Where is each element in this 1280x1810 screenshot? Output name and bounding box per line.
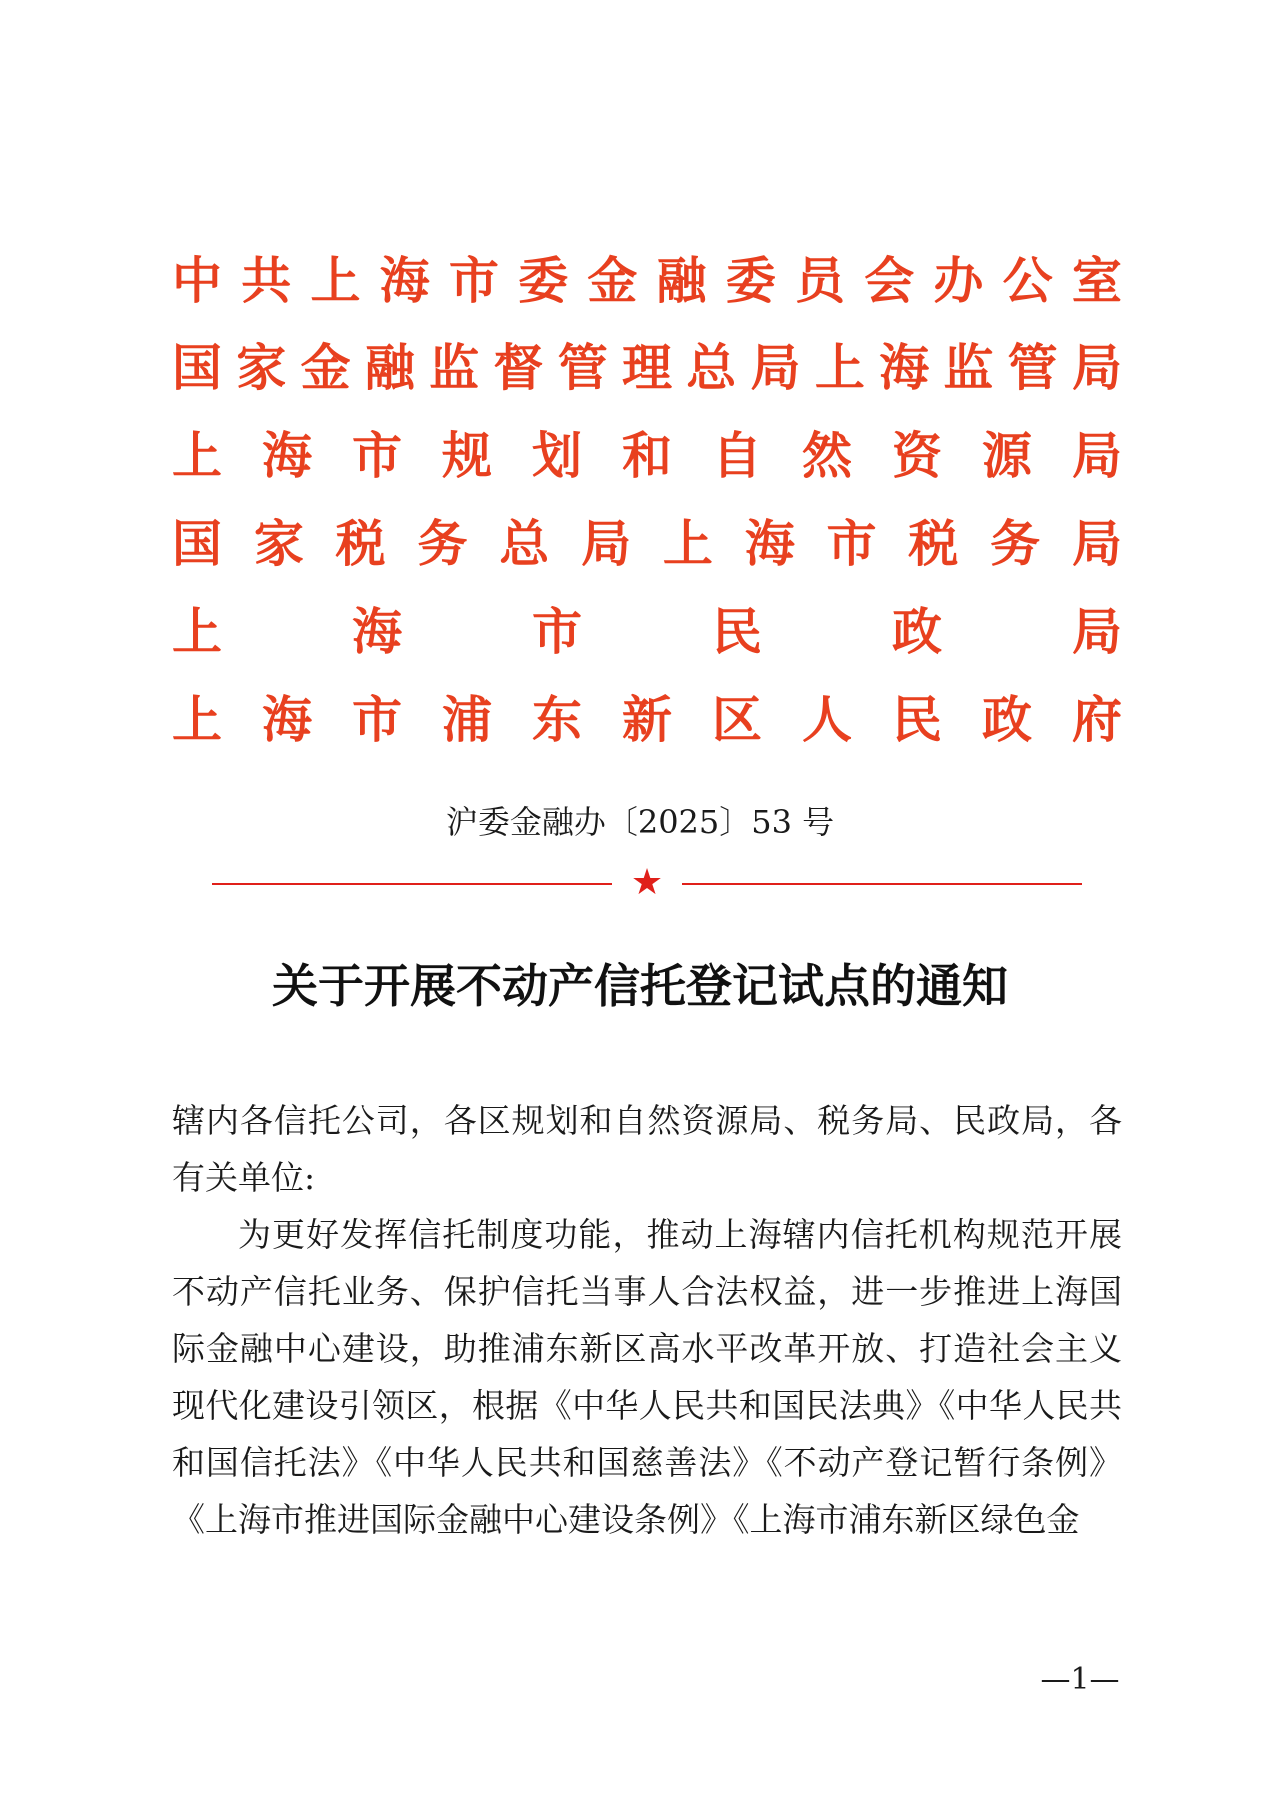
document-title: 关于开展不动产信托登记试点的通知 xyxy=(272,959,1008,1013)
addressee: 辖内各信托公司，各区规划和自然资源局、税务局、民政局，各有关单位: xyxy=(172,1101,1122,1197)
issuer-line-2: 国 家 金 融 监 督 管 理 总 局 上 海 监 管 局 xyxy=(172,339,1122,397)
issuer-line-6: 上 海 市 浦 东 新 区 人 民 政 府 xyxy=(172,691,1122,749)
red-rule-left xyxy=(212,883,612,885)
issuer-line-1: 中 共 上 海 市 委 金 融 委 员 会 办 公 室 xyxy=(172,252,1122,310)
star-icon: ★ xyxy=(630,862,664,903)
page-number: —1— xyxy=(1040,1662,1120,1697)
document-number: 沪委金融办〔2025〕53 号 xyxy=(445,803,835,841)
red-rule-right xyxy=(682,883,1082,885)
issuer-line-5: 上 海 市 民 政 局 xyxy=(172,603,1122,661)
issuer-line-3: 上 海 市 规 划 和 自 然 资 源 局 xyxy=(172,427,1122,485)
body-paragraph: 为更好发挥信托制度功能，推动上海辖内信托机构规范开展不动产信托业务、保护信托当事人合法权益，进一步推进上海国际金融中心建设，助推浦东新区高水平改革开放、打造社会主义现代化建设引领区，根据《中华人民共和国民法典》《中华人民共和国信托法》《中华人民共和国慈善法》《不动产登记暂行条例》《上海市推进国际金融中心建设条例》《上海市浦东新区绿色金 xyxy=(172,1215,1122,1539)
issuer-line-4: 国 家 税 务 总 局 上 海 市 税 务 局 xyxy=(172,515,1122,573)
document-body xyxy=(172,1092,1122,1548)
